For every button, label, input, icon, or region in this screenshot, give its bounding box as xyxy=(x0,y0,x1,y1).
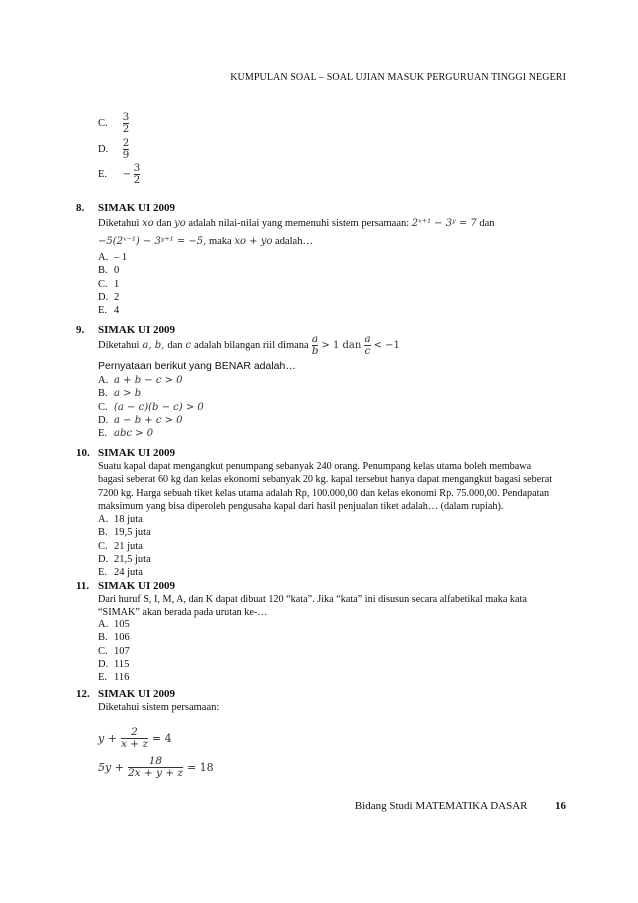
option-text: 4 xyxy=(114,305,120,317)
option-b xyxy=(98,387,204,400)
option-d xyxy=(98,553,151,566)
denominator: b xyxy=(311,345,319,357)
option-text: 1 xyxy=(114,278,120,290)
option-letter: B. xyxy=(98,265,108,277)
question-8-line2 xyxy=(98,236,313,247)
option-b xyxy=(98,631,130,644)
option-letter: C. xyxy=(98,401,108,413)
numerator: 18 xyxy=(148,755,163,767)
option-letter: D. xyxy=(98,414,109,426)
text: adalah nilai-nilai yang memenuhi sistem persamaan: xyxy=(188,218,410,229)
question-11-body xyxy=(98,593,527,620)
text-line: Suatu kapal dapat mengangkut penumpang sebanyak 240 orang. Penumpang kelas utama boleh membawa xyxy=(98,461,532,472)
option-letter: C. xyxy=(98,645,108,657)
option-d xyxy=(98,658,130,671)
option-letter: D. xyxy=(98,553,109,565)
math-text: = 4 xyxy=(151,732,172,745)
option-text: 106 xyxy=(114,632,130,644)
question-10-body xyxy=(98,460,552,514)
option-text: 0 xyxy=(114,265,120,277)
question-8-options xyxy=(98,251,127,317)
question-number: 9. xyxy=(76,324,85,336)
text: adalah bilangan riil dimana xyxy=(194,340,309,351)
question-source: SIMAK UI 2009 xyxy=(98,324,176,336)
option-letter: A. xyxy=(98,514,109,525)
option-letter: E. xyxy=(98,305,108,317)
math-var: a, b, xyxy=(142,340,165,351)
fraction xyxy=(364,334,370,357)
option-letter: E. xyxy=(98,567,108,579)
option-text: abc > 0 xyxy=(114,428,154,440)
fraction xyxy=(128,756,183,779)
math-text: 5y + xyxy=(98,761,124,774)
option-c xyxy=(98,540,151,553)
option-text: – 1 xyxy=(114,252,128,263)
numerator: 2 xyxy=(122,137,130,149)
option-letter: E. xyxy=(98,672,108,684)
prev-option-e xyxy=(98,163,140,186)
text: Diketahui xyxy=(98,218,140,229)
denominator: 9 xyxy=(122,149,130,161)
option-text: 115 xyxy=(114,658,130,670)
math-text: > 1 dan xyxy=(321,340,362,351)
option-text: 21,5 juta xyxy=(114,553,151,565)
question-11-options xyxy=(98,618,130,684)
option-letter: D. xyxy=(98,658,109,670)
numerator: 2 xyxy=(131,726,138,738)
option-a xyxy=(98,618,130,631)
option-a xyxy=(98,374,204,387)
minus-sign: − xyxy=(122,168,132,180)
math-expression: xo + yo xyxy=(234,236,273,247)
option-text: a + b − c > 0 xyxy=(114,375,183,386)
option-b xyxy=(98,264,127,277)
option-text: 24 juta xyxy=(114,567,143,579)
page-number: 16 xyxy=(555,800,566,812)
option-e xyxy=(98,566,151,579)
denominator: x + z xyxy=(120,738,148,750)
option-text: 105 xyxy=(114,619,130,630)
option-e xyxy=(98,304,127,317)
option-text: a > b xyxy=(114,388,142,400)
denominator: 2 xyxy=(122,123,130,135)
option-text: 107 xyxy=(114,645,130,657)
question-12-line1: Diketahui sistem persamaan: xyxy=(98,702,220,713)
text-line: Dari huruf S, I, M, A, dan K dapat dibuat 120 “kata”. Jika “kata” ini disusun secara alfabetikal maka kata xyxy=(98,594,527,605)
math-text: < −1 xyxy=(373,340,400,351)
fraction xyxy=(123,112,130,135)
option-letter: D. xyxy=(98,291,109,303)
option-d xyxy=(98,414,204,427)
option-letter: C. xyxy=(98,540,108,552)
text: dan xyxy=(479,218,495,229)
option-letter: A. xyxy=(98,375,109,386)
question-source: SIMAK UI 2009 xyxy=(98,580,176,592)
question-10-options xyxy=(98,513,151,579)
equation-2 xyxy=(98,756,214,779)
math-text: y + xyxy=(98,732,117,745)
option-letter: A. xyxy=(98,619,109,630)
option-letter: B. xyxy=(98,527,108,539)
option-c xyxy=(98,401,204,414)
text-line: “SIMAK” akan berada pada urutan ke-… xyxy=(98,607,268,619)
denominator: 2 xyxy=(133,174,141,186)
numerator: 3 xyxy=(133,162,141,174)
math-equation: −5(2ˣ⁻¹) − 3ʸ⁺¹ = −5, xyxy=(98,236,207,247)
option-c xyxy=(98,278,127,291)
option-letter: B. xyxy=(98,632,108,644)
option-e xyxy=(98,671,130,684)
option-b xyxy=(98,526,151,539)
question-number: 10. xyxy=(76,447,90,459)
question-11-heading xyxy=(76,580,175,592)
option-text: 19,5 juta xyxy=(114,527,151,539)
equation-1 xyxy=(98,727,172,750)
math-var: c xyxy=(185,340,192,351)
page-header: KUMPULAN SOAL – SOAL UJIAN MASUK PERGURUAN TINGGI NEGERI xyxy=(230,72,566,83)
text: dan xyxy=(156,218,172,229)
fraction xyxy=(312,334,319,357)
option-letter: E. xyxy=(98,428,108,440)
question-number: 8. xyxy=(76,202,85,214)
option-letter: C. xyxy=(98,278,108,290)
question-source: SIMAK UI 2009 xyxy=(98,688,176,700)
question-number: 12. xyxy=(76,688,90,700)
option-a xyxy=(98,251,127,264)
option-c xyxy=(98,645,130,658)
text: maka xyxy=(208,236,232,247)
text: Diketahui xyxy=(98,340,140,351)
numerator: a xyxy=(364,333,371,345)
fraction xyxy=(121,727,148,750)
option-d xyxy=(98,291,127,304)
option-letter: B. xyxy=(98,388,108,400)
footer-subject: Bidang Studi MATEMATIKA DASAR xyxy=(354,800,528,812)
math-equation: 2ˣ⁺¹ − 3ʸ = 7 xyxy=(411,218,477,229)
math-text: = 18 xyxy=(186,761,214,774)
prev-option-d xyxy=(98,138,129,161)
option-letter: C. xyxy=(98,117,108,129)
denominator: 2x + y + z xyxy=(127,767,183,779)
question-8-heading xyxy=(76,202,175,214)
question-9-options xyxy=(98,374,204,440)
question-10-heading xyxy=(76,447,175,459)
denominator: c xyxy=(364,345,371,357)
text-line: maksimum yang bisa diperoleh pengusaha kapal dari hasil penjualan tiket adalah… (dalam rupiah). xyxy=(98,501,504,513)
text: adalah… xyxy=(275,236,313,247)
prev-option-c xyxy=(98,112,129,135)
option-e xyxy=(98,427,204,440)
option-letter: D. xyxy=(98,143,109,155)
option-text: 21 juta xyxy=(114,540,143,552)
math-var: yo xyxy=(174,218,186,229)
math-var: xo xyxy=(142,218,154,229)
option-text: a − b + c > 0 xyxy=(114,414,183,426)
fraction xyxy=(123,138,130,161)
option-text: (a − c)(b − c) > 0 xyxy=(114,401,204,413)
text: dan xyxy=(167,340,183,351)
text-line: 7200 kg. Harga sebuah tiket kelas utama adalah Rp, 100.000,00 dan kelas ekonomi Rp. 75.000,00. Pendapatan xyxy=(98,487,550,499)
question-number: 11. xyxy=(76,580,90,592)
numerator: a xyxy=(311,333,319,345)
question-source: SIMAK UI 2009 xyxy=(98,447,176,459)
page-footer xyxy=(355,800,566,812)
option-letter: A. xyxy=(98,252,109,263)
numerator: 3 xyxy=(122,111,130,123)
option-text: 2 xyxy=(114,291,120,303)
question-source: SIMAK UI 2009 xyxy=(98,202,176,214)
question-9-line1 xyxy=(98,334,400,357)
text-line: bagasi seberat 60 kg dan kelas ekonomi sebanyak 20 kg. kapal tersebut hanya dapat mengangkut bagasi seberat xyxy=(98,474,553,486)
question-12-heading xyxy=(76,688,175,700)
option-text: 18 juta xyxy=(114,514,143,525)
question-8-line1 xyxy=(98,218,495,229)
option-text: 116 xyxy=(114,672,130,684)
option-letter: E. xyxy=(98,168,108,180)
question-9-line2: Pernyataan berikut yang BENAR adalah… xyxy=(98,360,296,372)
option-a xyxy=(98,513,151,526)
fraction xyxy=(134,163,141,186)
